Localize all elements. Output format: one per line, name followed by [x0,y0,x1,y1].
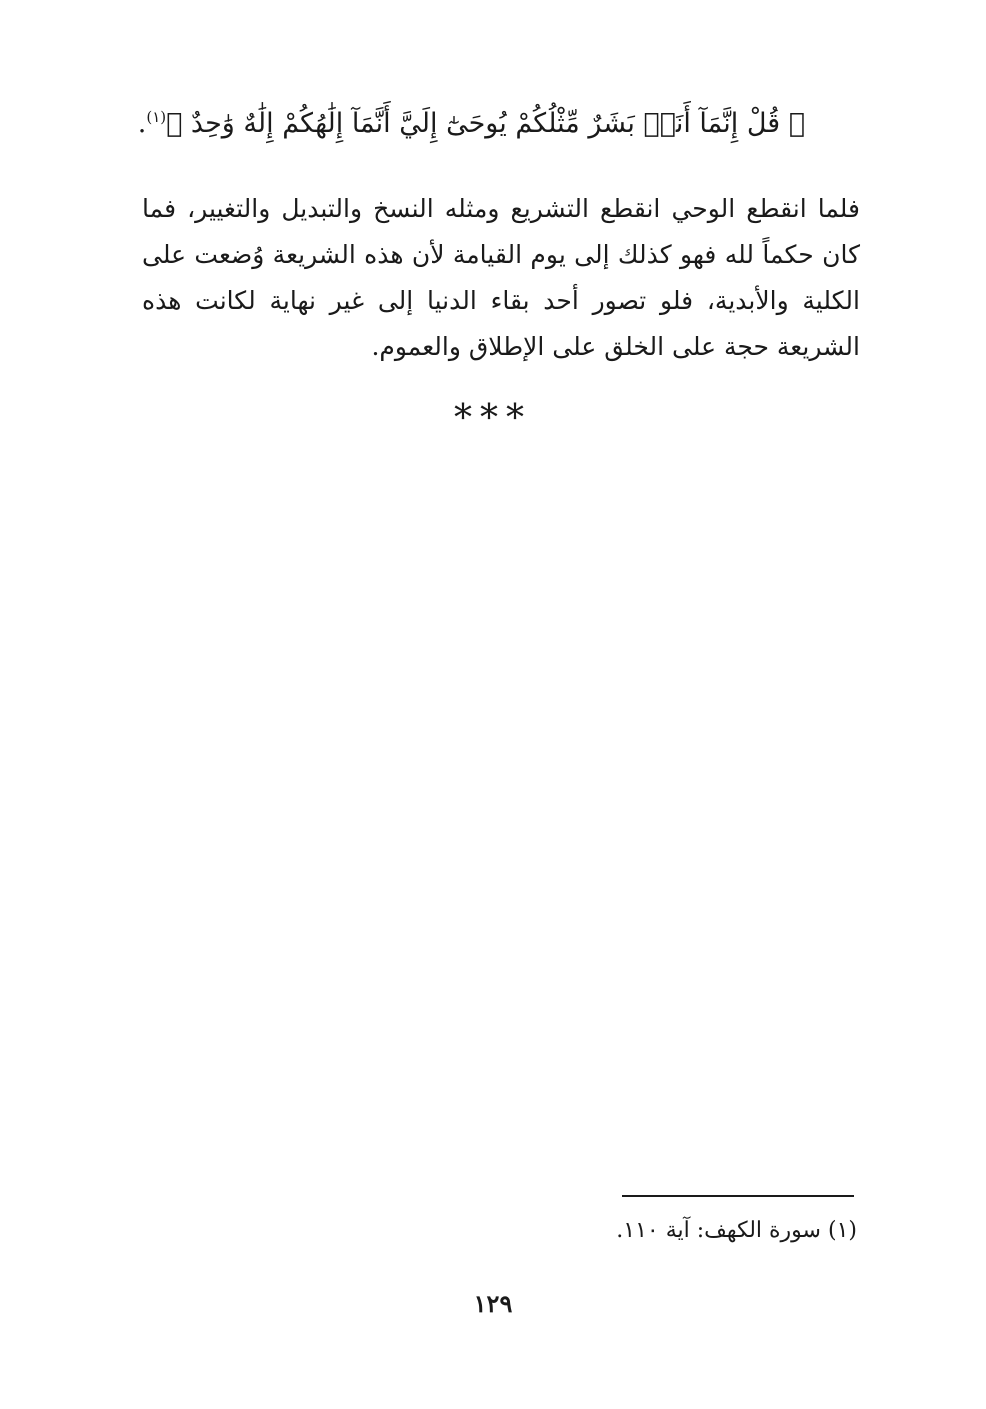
verse-end-mark: . [137,108,147,139]
verse-text: ﴿ قُلْ إِنَّمَآ أَنَا۠ بَشَرٌ مِّثْلُكُمْ يُوحَىٰٓ إِلَيَّ أَنَّمَآ إِلَٰهُكُمْ إِلَٰهٌ وَٰحِدٌ ﴾ [166,108,805,139]
section-separator: *** [454,398,532,439]
footnote-text: سورة الكهف: آية ١١٠. [616,1218,821,1243]
footnote-divider [622,1195,854,1197]
footnote-marker: (١) [827,1218,857,1243]
body-paragraph: فلما انقطع الوحي انقطع التشريع ومثله النسخ والتبديل والتغيير، فما كان حكماً لله فهو كذلك إلى يوم القيامة لأن هذه الشريعة وُضعت على الكلية والأبدية، فلو تصور أحد بقاء الدنيا إلى غير نهاية لكانت هذه الشريعة حجة على الخلق على الإطلاق والعموم. [142,194,860,361]
page-number: ١٢٩ [473,1289,513,1318]
verse-footnote-ref: (١) [146,108,167,126]
footnote [520,1212,857,1250]
quran-verse [137,100,805,148]
